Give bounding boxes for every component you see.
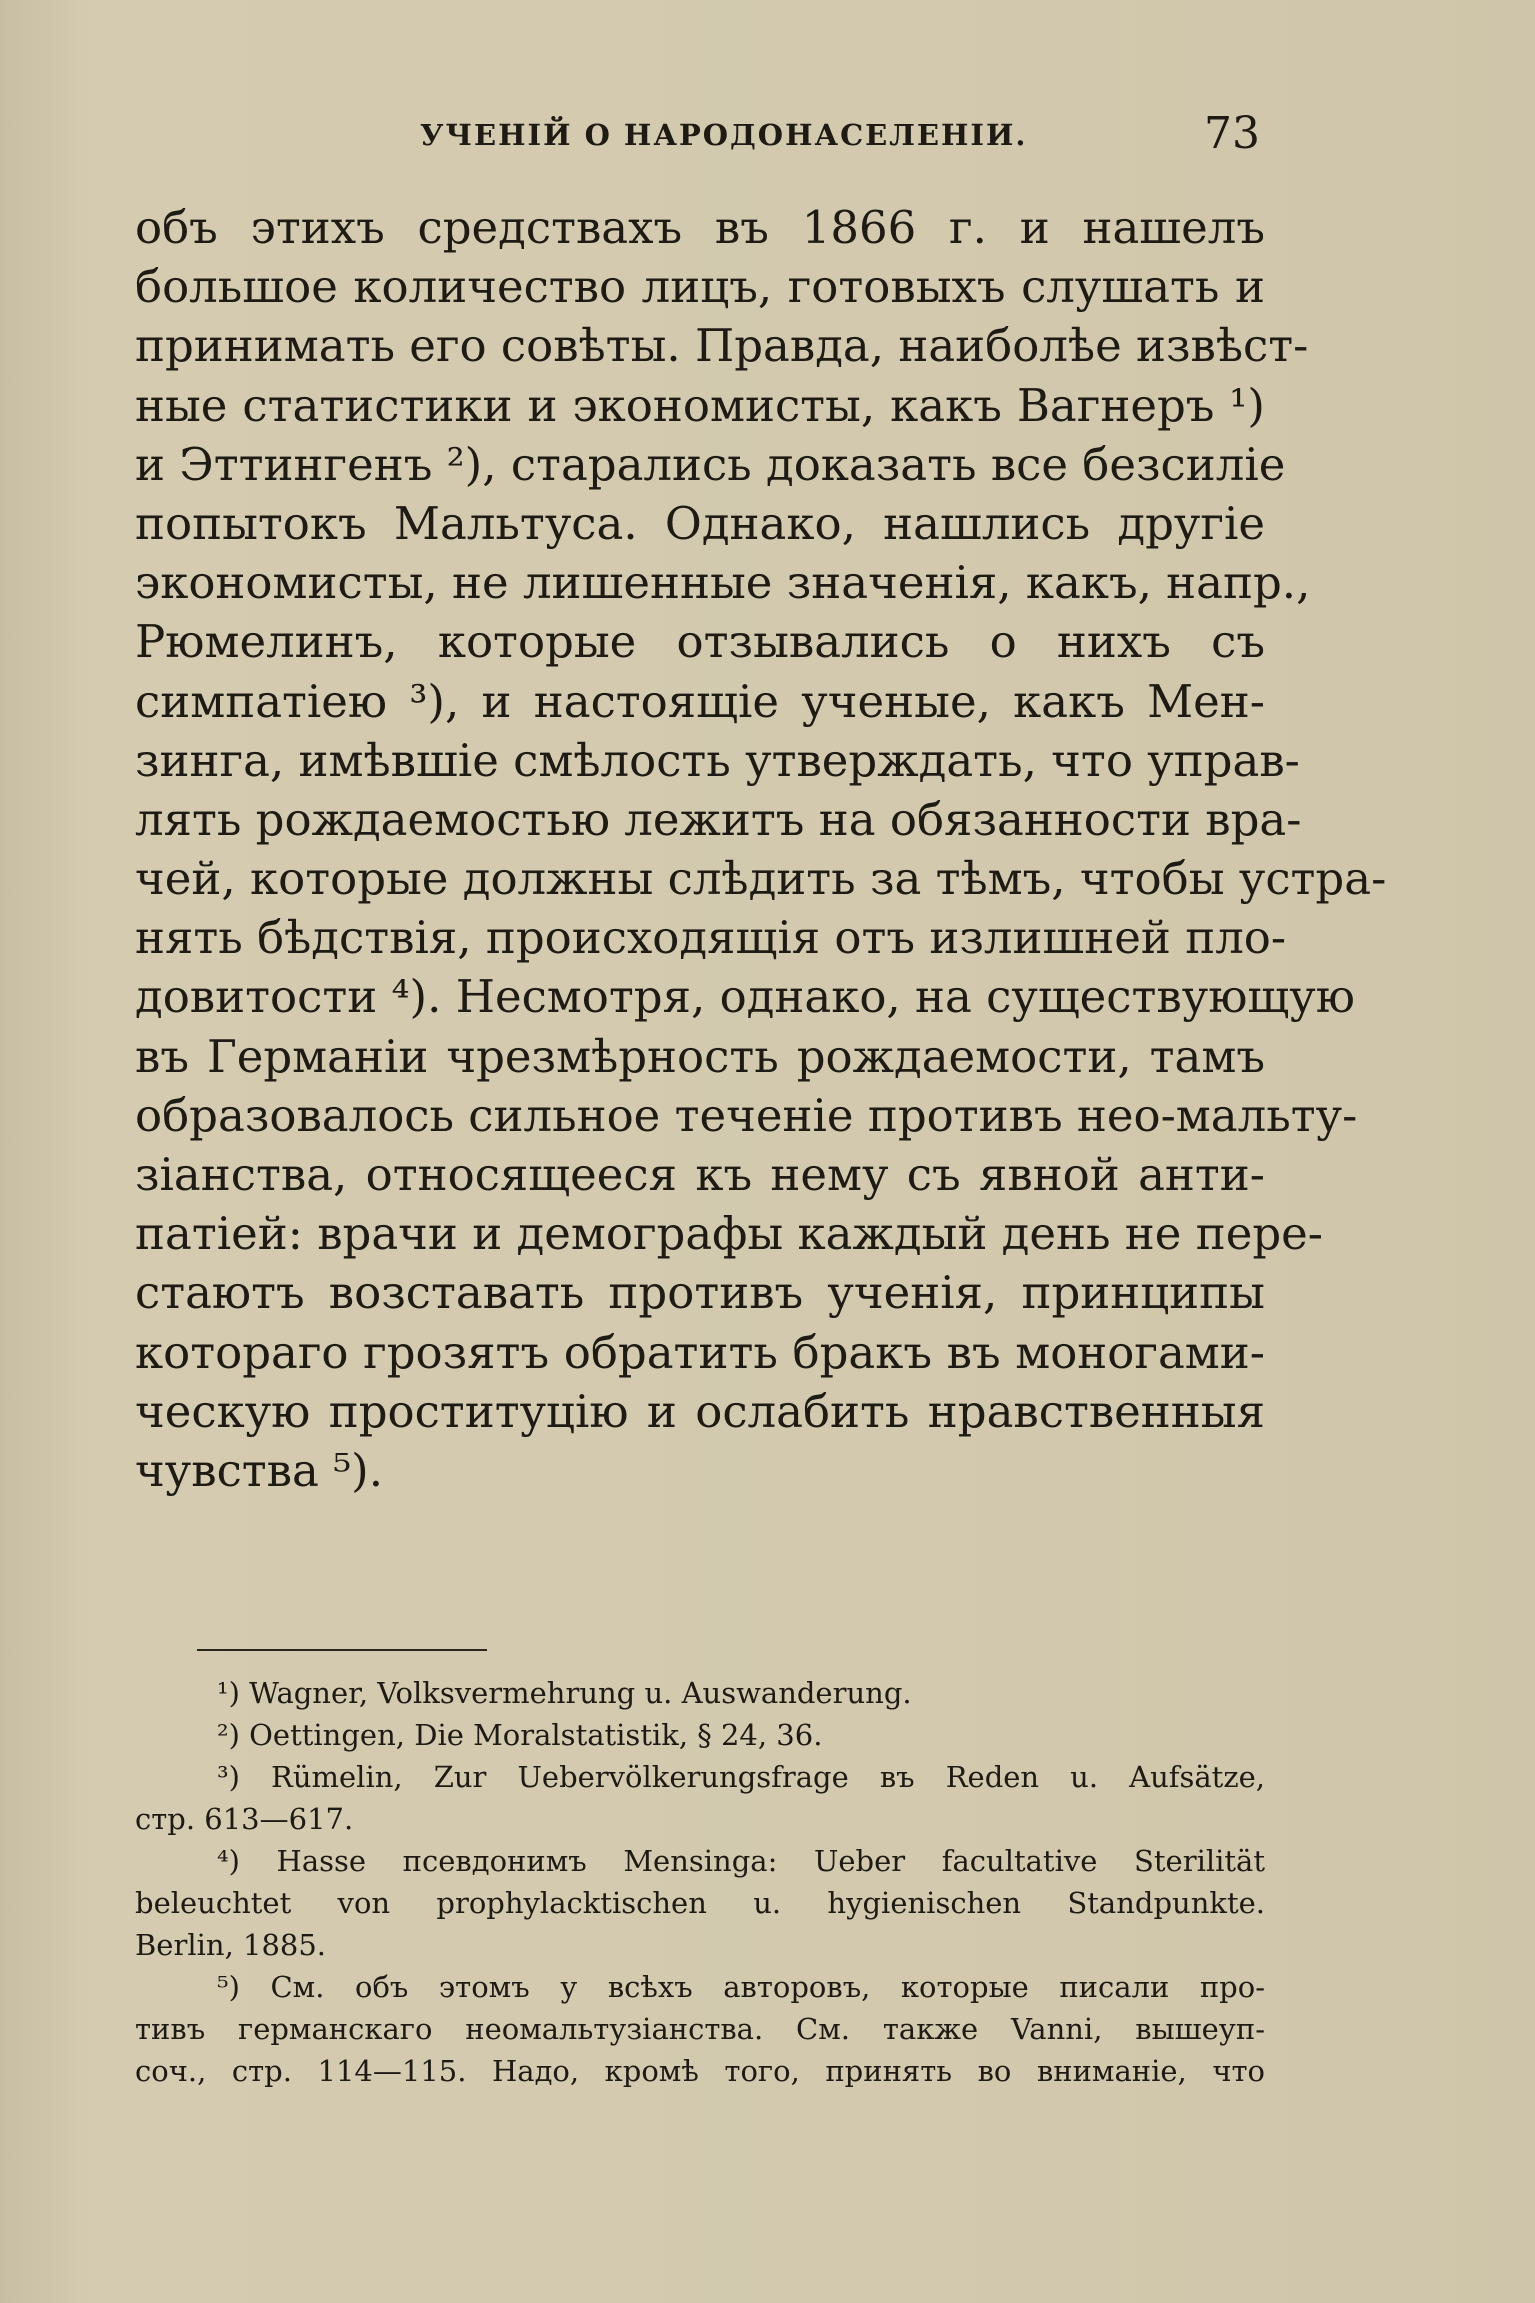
footnote-line: ³) Rümelin, Zur Uebervölkerungsfrage въ Reden u. Aufsätze, bbox=[217, 1760, 1265, 1794]
text-line: образовалось сильное теченіе противъ нео-мальту- bbox=[135, 1088, 1358, 1142]
text-line: экономисты, не лишенные значенія, какъ, напр., bbox=[135, 556, 1311, 610]
text-line: чей, которые должны слѣдить за тѣмъ, чтобы устра- bbox=[135, 852, 1387, 906]
text-line: попытокъ Мальтуса. Однако, нашлись другіе bbox=[135, 496, 1265, 550]
page-header bbox=[140, 108, 1260, 168]
footnote-line: соч., стр. 114—115. Надо, кромѣ того, принять во вниманіе, что bbox=[135, 2054, 1265, 2088]
text-line: Рюмелинъ, которые отзывались о нихъ съ bbox=[135, 615, 1265, 669]
text-line: ные статистики и экономисты, какъ Вагнеръ ¹) bbox=[135, 378, 1265, 432]
text-line: большое количество лицъ, готовыхъ слушать и bbox=[135, 260, 1265, 314]
text-line: чувства ⁵). bbox=[135, 1443, 384, 1497]
text-line: симпатіею ³), и настоящіе ученые, какъ Мен- bbox=[135, 674, 1265, 728]
text-line: патіей: врачи и демографы каждый день не пере- bbox=[135, 1207, 1323, 1261]
footnote-line: ²) Oettingen, Die Moralstatistik, § 24, 36. bbox=[217, 1718, 823, 1752]
text-line: и Эттингенъ ²), старались доказать все безсиліе bbox=[135, 437, 1286, 491]
footnotes bbox=[135, 1672, 1265, 2092]
text-line: въ Германіи чрезмѣрность рождаемости, тамъ bbox=[135, 1029, 1265, 1083]
text-line: котораго грозятъ обратить бракъ въ моногами- bbox=[135, 1325, 1265, 1379]
running-title: УЧЕНІЙ О НАРОДОНАСЕЛЕНІИ. bbox=[420, 118, 1028, 152]
footnote-separator bbox=[197, 1649, 487, 1651]
footnote-line: стр. 613—617. bbox=[135, 1802, 354, 1836]
footnote-line: Berlin, 1885. bbox=[135, 1928, 327, 1962]
text-line: принимать его совѣты. Правда, наиболѣе извѣст- bbox=[135, 319, 1309, 373]
text-line: зинга, имѣвшіе смѣлость утверждать, что управ- bbox=[135, 733, 1300, 787]
footnote-line: ⁴) Hasse псевдонимъ Mensinga: Ueber facultative Sterilität bbox=[217, 1844, 1265, 1878]
text-line: лять рождаемостью лежитъ на обязанности вра- bbox=[135, 792, 1302, 846]
text-line: стаютъ возставать противъ ученія, принципы bbox=[135, 1266, 1265, 1320]
page-number: 73 bbox=[1204, 108, 1260, 159]
text-line: зіанства, относящееся къ нему съ явной анти- bbox=[135, 1148, 1265, 1201]
main-text bbox=[135, 198, 1387, 1500]
text-line: ческую проституцію и ослабить нравственныя bbox=[135, 1384, 1265, 1438]
text-line: объ этихъ средствахъ въ 1866 г. и нашелъ bbox=[135, 201, 1265, 254]
text-line: нять бѣдствія, происходящія отъ излишней пло- bbox=[135, 911, 1287, 965]
footnote-line: beleuchtet von prophylacktischen u. hygienischen Standpunkte. bbox=[135, 1886, 1265, 1920]
footnote-line: ⁵) См. объ этомъ у всѣхъ авторовъ, которые писали про- bbox=[217, 1970, 1265, 2004]
footnote-line: тивъ германскаго неомальтузіанства. См. также Vanni, вышеуп- bbox=[135, 2012, 1265, 2046]
footnote-line: ¹) Wagner, Volksvermehrung u. Auswanderung. bbox=[217, 1676, 912, 1710]
text-line: довитости ⁴). Несмотря, однако, на существующую bbox=[135, 970, 1355, 1024]
